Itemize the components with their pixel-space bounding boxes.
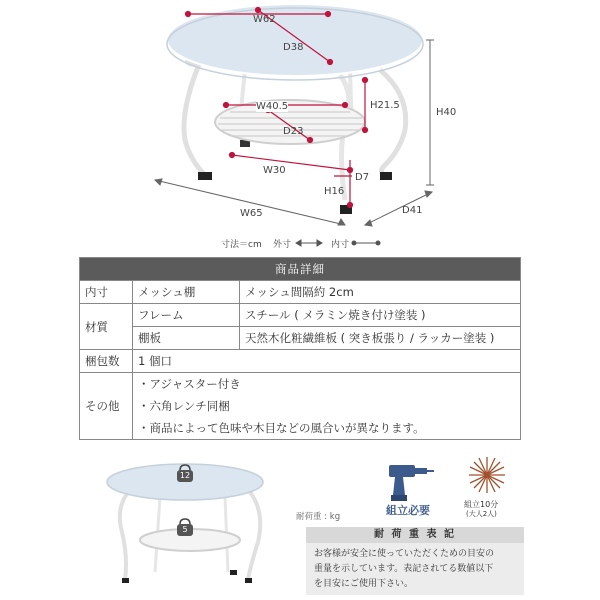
dim-overall-depth: D41 bbox=[402, 205, 423, 216]
dim-foot-depth: D7 bbox=[355, 172, 370, 183]
table-row bbox=[80, 281, 521, 304]
list-item: ・アジャスター付き bbox=[138, 377, 241, 391]
list-item: ・商品によって色味や木目などの風合いが異なります。 bbox=[138, 421, 425, 435]
load-diagram bbox=[100, 462, 300, 600]
legend-unit: 寸法＝cm bbox=[221, 240, 262, 250]
dim-top-width: W62 bbox=[253, 14, 276, 25]
top-load-value: 12 bbox=[179, 471, 191, 480]
spec-value-frame: スチール ( メラミン焼き付け塗装 ) bbox=[240, 304, 521, 327]
dim-foot-height: H16 bbox=[324, 186, 345, 197]
spec-label-material: 材質 bbox=[80, 304, 133, 350]
spec-label-inner: 内寸 bbox=[80, 281, 133, 304]
load-notice-line: お客様が安全に使っていただくための目安の bbox=[314, 549, 495, 559]
dim-shelf-depth: D23 bbox=[283, 126, 304, 137]
dim-shelf-gap: H21.5 bbox=[370, 100, 400, 111]
assembly-time-label: 組立10分 bbox=[464, 500, 499, 509]
table-row bbox=[80, 304, 521, 327]
spec-value-shelf: 天然木化粧繊維板 ( 突き板張り / ラッカー塗装 ) bbox=[240, 327, 521, 350]
table-top bbox=[167, 4, 423, 76]
dim-top-depth: D38 bbox=[283, 42, 304, 53]
spec-value-mesh: メッシュ間隔約 2cm bbox=[240, 281, 521, 304]
spec-other-list bbox=[133, 373, 521, 440]
dim-shelf-width: W40.5 bbox=[256, 101, 289, 112]
dim-lower-width: W30 bbox=[263, 165, 286, 176]
load-notice-line: 重量を示しています。表記されてる数値以下 bbox=[314, 564, 494, 574]
assembly-people-label: (大人2人) bbox=[466, 510, 497, 518]
spec-table bbox=[79, 257, 521, 440]
spec-sub-frame: フレーム bbox=[133, 304, 240, 327]
spec-sub-shelf: 棚板 bbox=[133, 327, 240, 350]
table-row bbox=[80, 327, 521, 350]
table-leg bbox=[380, 70, 406, 175]
table-dimension-diagram bbox=[0, 0, 600, 250]
spec-table-header: 商品詳細 bbox=[80, 258, 521, 281]
table-row bbox=[80, 350, 521, 373]
dim-height: H40 bbox=[436, 107, 457, 118]
load-notice-line: を目安にご使用下さい。 bbox=[314, 579, 414, 589]
shelf-load-value: 5 bbox=[182, 525, 188, 534]
spec-label-other: その他 bbox=[80, 373, 133, 440]
load-unit-label: 耐荷重 : kg bbox=[296, 512, 341, 522]
clock-icon bbox=[467, 455, 507, 495]
list-item: ・六角レンチ同梱 bbox=[138, 399, 230, 413]
table-foot bbox=[380, 172, 392, 180]
legend-inner: 内寸 bbox=[331, 240, 350, 250]
load-notice-title: 耐 荷 重 表 記 bbox=[306, 527, 524, 543]
table-foot bbox=[198, 172, 212, 180]
spec-label-pack: 梱包数 bbox=[80, 350, 133, 373]
load-notice bbox=[306, 527, 524, 595]
drill-icon bbox=[383, 455, 435, 503]
spec-sub-mesh: メッシュ棚 bbox=[133, 281, 240, 304]
dim-overall-width: W65 bbox=[240, 208, 263, 219]
spec-value-pack: 1 個口 bbox=[133, 350, 521, 373]
legend-outer: 外寸 bbox=[273, 240, 292, 250]
table-row bbox=[80, 373, 521, 440]
assembly-required-label: 組立必要 bbox=[386, 504, 430, 517]
